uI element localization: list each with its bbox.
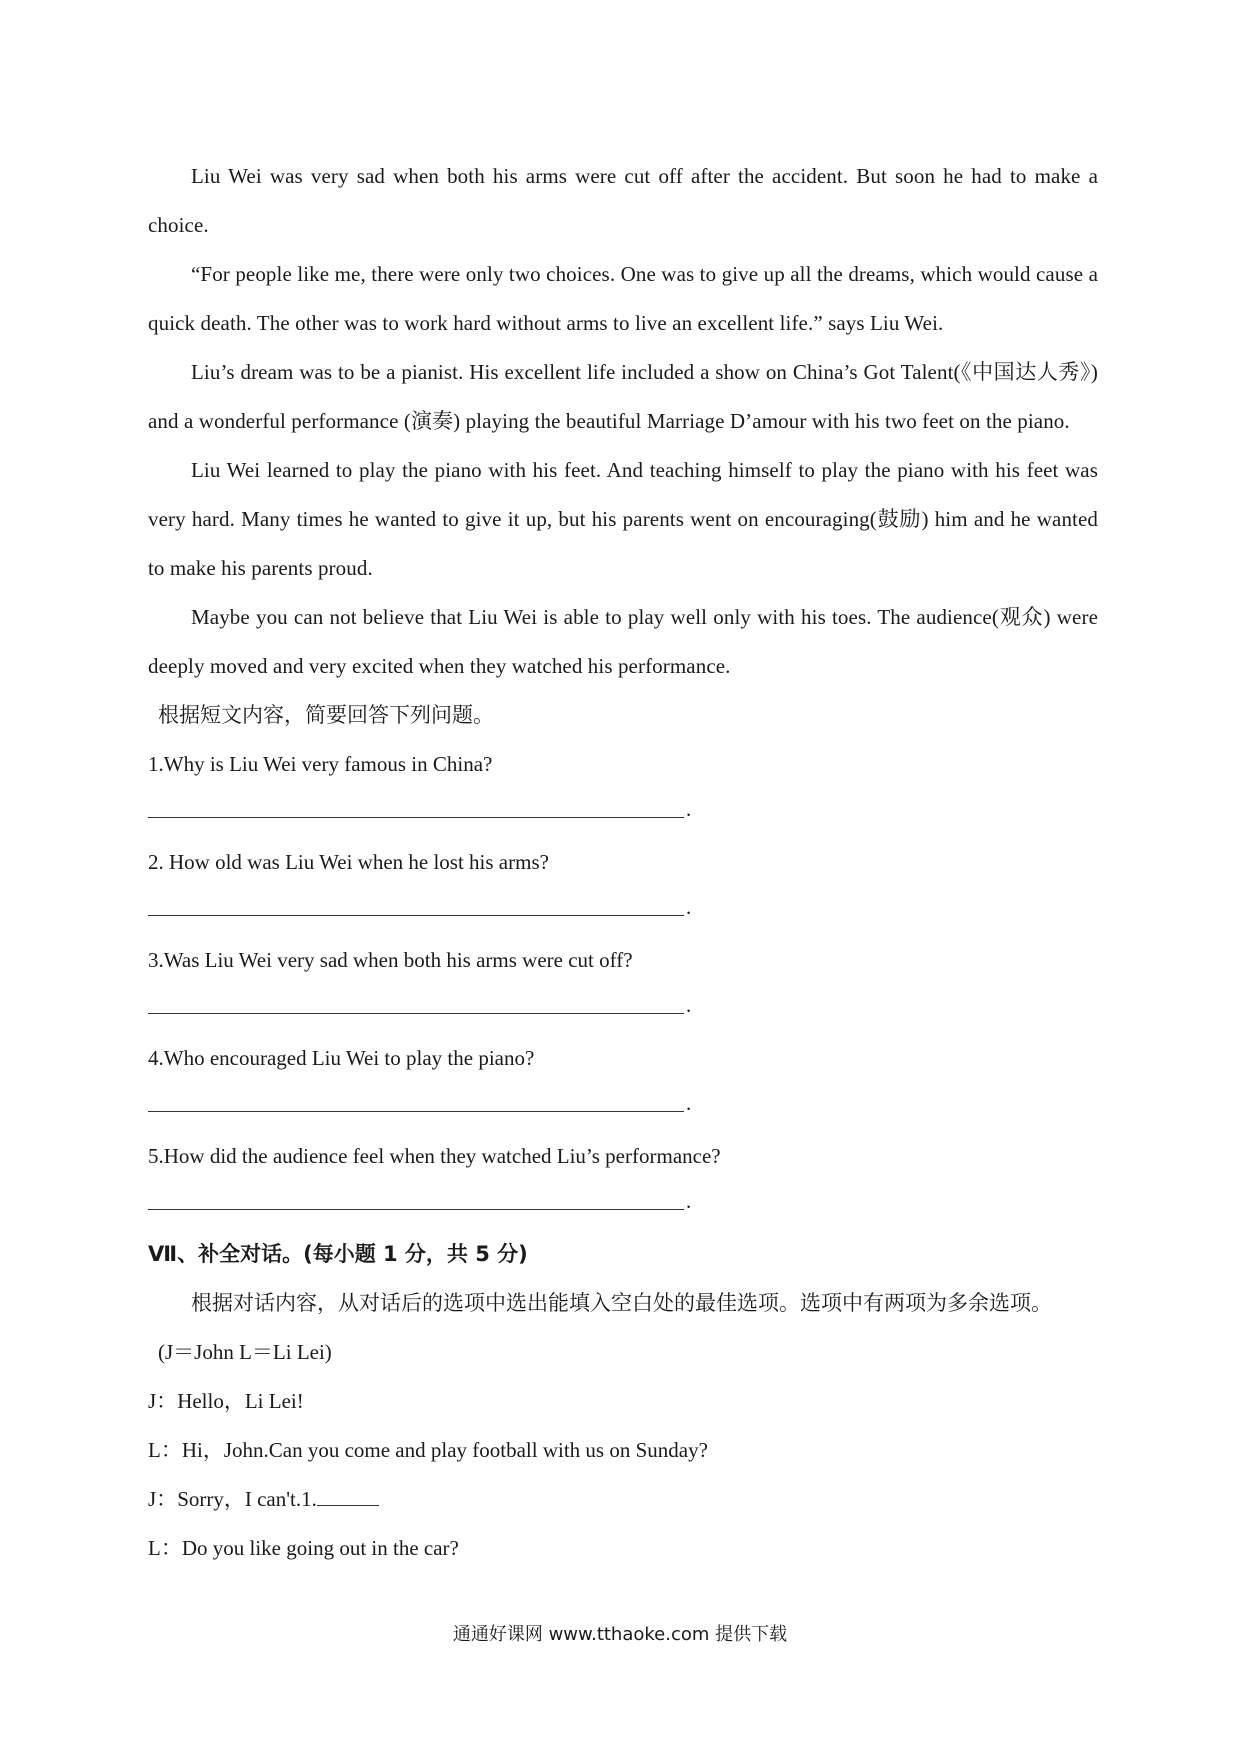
answer-period: . — [686, 993, 692, 1017]
answer-line-1[interactable] — [148, 789, 1098, 838]
passage-paragraph-1: Liu Wei was very sad when both his arms were cut off after the accident. But soon he had to make a choice. — [148, 164, 1098, 237]
answer-line-5[interactable] — [148, 1181, 1098, 1230]
dialog-text: Do you like going out in the car? — [181, 1536, 459, 1560]
answer-period: . — [686, 895, 692, 919]
dialog-speaker: J： — [148, 1389, 178, 1413]
passage-paragraph-5: Maybe you can not believe that Liu Wei is able to play well only with his toes. The audience(观众) were deeply moved and very excited when they watched his performance. — [148, 605, 1098, 678]
passage-paragraph-2: “For people like me, there were only two choices. One was to give up all the dreams, which would cause a quick death. The other was to work hard without arms to live an excellent life.” says Liu Wei. — [148, 262, 1098, 335]
question-2: 2. How old was Liu Wei when he lost his arms? — [148, 850, 549, 874]
passage-paragraph-4: Liu Wei learned to play the piano with his feet. And teaching himself to play the piano with his feet was very hard. Many times he wanted to give it up, but his parents went on encouraging(鼓励) him and he wanted to make his parents proud. — [148, 458, 1098, 580]
dialog-text: Hi，John.Can you come and play football with us on Sunday? — [181, 1438, 708, 1462]
question-1: 1.Why is Liu Wei very famous in China? — [148, 752, 493, 776]
answer-rule — [148, 1111, 684, 1112]
page-footer: 通通好课网 www.tthaoke.com 提供下载 — [452, 1624, 788, 1645]
questions-instruction: 根据短文内容，简要回答下列问题。 — [158, 703, 494, 727]
answer-line-2[interactable] — [148, 887, 1098, 936]
answer-rule — [148, 915, 684, 916]
dialog-line-4 — [148, 1524, 1098, 1573]
section-7-instruction: 根据对话内容，从对话后的选项中选出能填入空白处的最佳选项。选项中有两项为多余选项。 — [191, 1291, 1052, 1315]
dialog-blank-1[interactable] — [317, 1487, 379, 1506]
answer-rule — [148, 1013, 684, 1014]
answer-line-4[interactable] — [148, 1083, 1098, 1132]
dialog-roles: (J＝John L＝Li Lei) — [158, 1340, 332, 1364]
passage-paragraph-3: Liu’s dream was to be a pianist. His excellent life included a show on China’s Got Talent(《中国达人秀》) and a wonderful performance (演奏) playing the beautiful Marriage D’amour with his two feet on the piano. — [148, 360, 1098, 433]
answer-period: . — [686, 1189, 692, 1213]
dialog-speaker: J： — [148, 1487, 178, 1511]
page-content — [148, 152, 1098, 1573]
answer-rule — [148, 1209, 684, 1210]
answer-rule — [148, 817, 684, 818]
dialog-speaker: L： — [148, 1536, 182, 1560]
dialog-line-1 — [148, 1377, 1098, 1426]
question-4: 4.Who encouraged Liu Wei to play the piano? — [148, 1046, 535, 1070]
dialog-text: Sorry，I can't.1. — [177, 1487, 317, 1511]
dialog-text: Hello，Li Lei! — [177, 1389, 304, 1413]
dialog-line-3 — [148, 1475, 1098, 1524]
section-7-title: Ⅶ、补全对话。(每小题 1 分，共 5 分) — [148, 1242, 528, 1266]
answer-line-3[interactable] — [148, 985, 1098, 1034]
question-5: 5.How did the audience feel when they watched Liu’s performance? — [148, 1144, 721, 1168]
dialog-line-2 — [148, 1426, 1098, 1475]
answer-period: . — [686, 797, 692, 821]
question-3: 3.Was Liu Wei very sad when both his arms were cut off? — [148, 948, 633, 972]
answer-period: . — [686, 1091, 692, 1115]
dialog-speaker: L： — [148, 1438, 182, 1462]
